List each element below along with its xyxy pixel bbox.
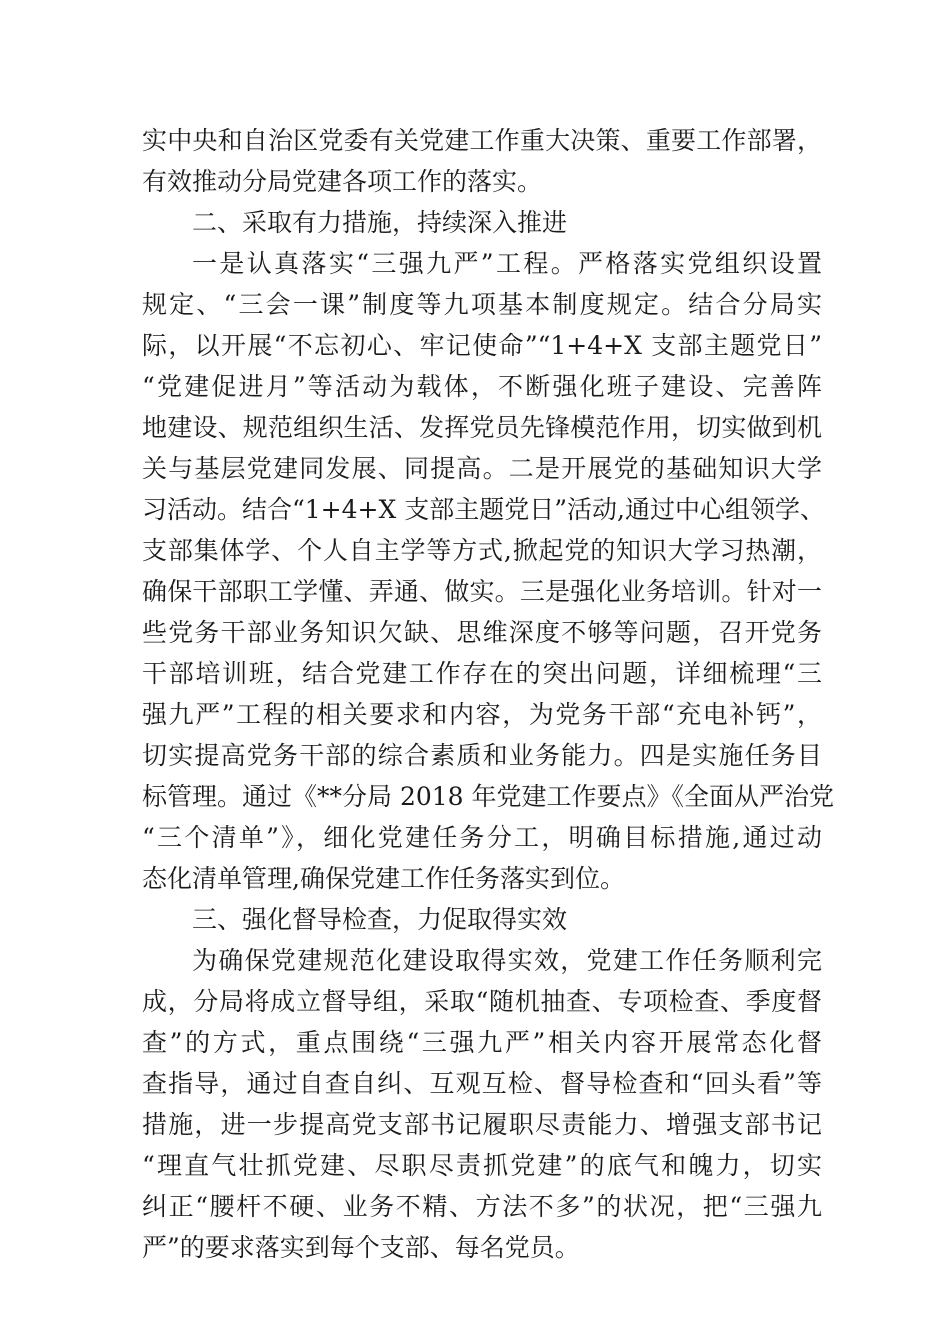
text-line-content: 态化清单管理,确保党建工作任务落实到位。 xyxy=(142,864,625,893)
text-line-content: 有效推动分局党建各项工作的落实。 xyxy=(142,167,543,196)
text-line xyxy=(142,1145,822,1186)
text-line xyxy=(142,120,822,161)
document-body-text xyxy=(142,120,835,1268)
text-line xyxy=(142,243,822,284)
text-line xyxy=(142,858,822,899)
text-line xyxy=(142,202,822,243)
text-line-content: 关与基层党建同发展、同提高。二是开展党的基础知识大学 xyxy=(142,454,822,483)
text-line-content: 切实提高党务干部的综合素质和业务能力。四是实施任务目 xyxy=(142,741,822,770)
text-line xyxy=(142,366,822,407)
text-line-content: 查指导，通过自查自纠、互观互检、督导检查和“回头看”等 xyxy=(142,1069,822,1098)
text-line xyxy=(142,776,835,817)
text-line xyxy=(142,489,825,530)
text-line xyxy=(142,899,822,940)
text-line-content: 措施，进一步提高党支部书记履职尽责能力、增强支部书记 xyxy=(142,1110,822,1139)
text-line-content: 为确保党建规范化建设取得实效，党建工作任务顺利完 xyxy=(192,946,822,975)
text-line xyxy=(142,284,822,325)
text-line xyxy=(142,612,822,653)
text-line xyxy=(142,1104,822,1145)
text-line xyxy=(142,1063,822,1104)
text-line xyxy=(142,530,822,571)
text-line-content: 确保干部职工学懂、弄通、做实。三是强化业务培训。针对一 xyxy=(142,577,822,606)
text-line-content: 些党务干部业务知识欠缺、思维深度不够等问题，召开党务 xyxy=(142,618,822,647)
text-line xyxy=(142,407,822,448)
text-line-content: 规定、“三会一课”制度等九项基本制度规定。结合分局实 xyxy=(142,290,822,319)
text-line-content: 严”的要求落实到每个支部、每名党员。 xyxy=(142,1233,580,1262)
text-line-content: “三个清单”》，细化党建任务分工，明确目标措施,通过动 xyxy=(142,823,822,852)
text-line xyxy=(142,1227,822,1268)
text-line-content: 实中央和自治区党委有关党建工作重大决策、重要工作部署， xyxy=(142,126,822,155)
text-line xyxy=(142,1022,822,1063)
text-line xyxy=(142,817,822,858)
text-line-content: 支部集体学、个人自主学等方式,掀起党的知识大学习热潮， xyxy=(142,536,822,565)
text-line-content: 地建设、规范组织生活、发挥党员先锋模范作用，切实做到机 xyxy=(142,413,822,442)
text-line-content: 二、采取有力措施，持续深入推进 xyxy=(192,208,568,237)
text-line-content: 习活动。结合“1+4+X 支部主题党日”活动,通过中心组领学、 xyxy=(142,495,825,524)
text-line-content: “理直气壮抓党建、尽职尽责抓党建”的底气和魄力，切实 xyxy=(142,1151,822,1180)
text-line xyxy=(142,571,822,612)
text-line xyxy=(142,325,822,366)
text-line-content: 标管理。通过《**分局 2018 年党建工作要点》《全面从严治党 xyxy=(142,782,835,811)
text-line xyxy=(142,735,822,776)
text-line-content: 强九严”工程的相关要求和内容，为党务干部“充电补钙”， xyxy=(142,700,822,729)
text-line xyxy=(142,981,822,1022)
text-line-content: 成，分局将成立督导组，采取“随机抽查、专项检查、季度督 xyxy=(142,987,822,1016)
text-line xyxy=(142,1186,822,1227)
text-line-content: 三、强化督导检查，力促取得实效 xyxy=(192,905,568,934)
text-line xyxy=(142,161,822,202)
text-line-content: 纠正“腰杆不硬、业务不精、方法不多”的状况，把“三强九 xyxy=(142,1192,822,1221)
text-line-content: 一是认真落实“三强九严”工程。严格落实党组织设置 xyxy=(192,249,822,278)
text-line xyxy=(142,448,822,489)
text-line xyxy=(142,653,822,694)
text-line-content: 查”的方式，重点围绕“三强九严”相关内容开展常态化督 xyxy=(142,1028,822,1057)
text-line xyxy=(142,694,822,735)
text-line xyxy=(142,940,822,981)
text-line-content: 际，以开展“不忘初心、牢记使命”“1+4+X 支部主题党日” xyxy=(142,331,822,360)
text-line-content: 干部培训班，结合党建工作存在的突出问题，详细梳理“三 xyxy=(142,659,822,688)
text-line-content: “党建促进月”等活动为载体，不断强化班子建设、完善阵 xyxy=(142,372,822,401)
